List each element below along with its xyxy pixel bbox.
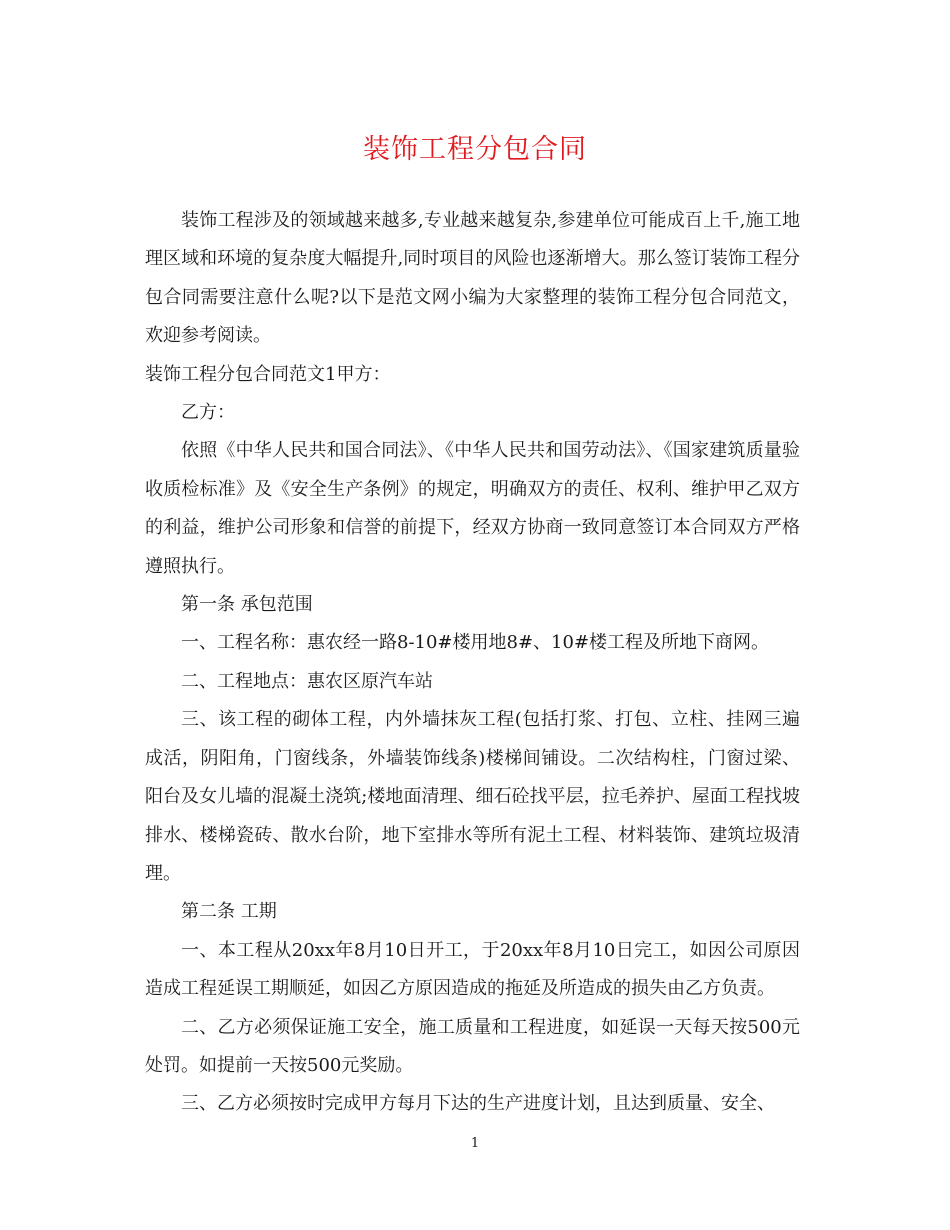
penalty-paragraph: 二、乙方必须保证施工安全，施工质量和工程进度，如延误一天每天按500元处罚。如提前一天按500元奖励。 [145,1016,800,1076]
legal-basis-paragraph: 依照《中华人民共和国合同法》、《中华人民共和国劳动法》、《国家建筑质量验收质检标准》及《安全生产条例》的规定，明确双方的责任、权利、维护甲乙双方的利益，维护公司形象和信誉的前提下，经双方协商一致同意签订本合同双方严格遵照执行。 [145,440,800,577]
scope-paragraph: 三、该工程的砌体工程，内外墙抹灰工程(包括打浆、打包、立柱、挂网三遍成活，阴阳角，门窗线条，外墙装饰线条)楼梯间铺设。二次结构柱，门窗过梁、阳台及女儿墙的混凝土浇筑;楼地面清理、细石砼找平层，拉毛养护、屋面工程找坡排水、楼梯瓷砖、散水台阶，地下室排水等所有泥土工程、材料装饰、建筑垃圾清理。 [145,709,800,884]
article-2-heading: 第二条 工期 [181,901,277,923]
contract-heading-line [145,356,800,394]
intro-paragraph: 装饰工程涉及的领域越来越多,专业越来越复杂,参建单位可能成百上千,施工地理区域和环境的复杂度大幅提升,同时项目的风险也逐渐增大。那么签订装饰工程分包合同需要注意什么呢?以下是范文网小编为大家整理的装饰工程分包合同范文，欢迎参考阅读。 [145,210,800,347]
document-title: 装饰工程分包合同 [363,134,587,165]
article-1-heading: 第一条 承包范围 [181,594,313,616]
page-number: 1 [470,1136,480,1151]
project-location-paragraph: 二、工程地点：惠农区原汽车站 [181,670,433,692]
party-b-label: 乙方： [181,402,235,424]
document-body [145,202,800,1124]
progress-paragraph: 三、乙方必须按时完成甲方每月下达的生产进度计划，且达到质量、安全、 [181,1093,775,1115]
party-a-label: 甲方： [336,363,391,385]
contract-sample-heading: 装饰工程分包合同范文1 [145,363,337,385]
project-name-paragraph: 一、工程名称：惠农经一路8-10#楼用地8#、10#楼工程及所地下商网。 [181,632,770,654]
schedule-paragraph: 一、本工程从20xx年8月10日开工，于20xx年8月10日完工，如因公司原因造成工程延误工期顺延，如因乙方原因造成的拖延及所造成的损失由乙方负责。 [145,939,800,1000]
